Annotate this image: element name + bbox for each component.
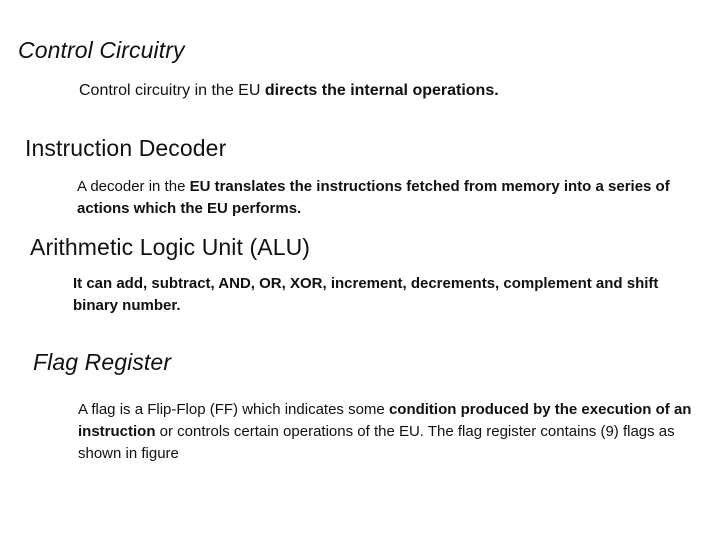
emphasis-text: It can add, subtract, AND, OR, XOR, increment, decrements, complement and shift binary number. xyxy=(73,275,659,314)
body-text: or controls certain operations of the EU. The flag register contains (9) flags as shown in figure xyxy=(78,423,675,462)
body-text: A decoder in the xyxy=(77,178,190,195)
section-heading-alu: Arithmetic Logic Unit (ALU) xyxy=(30,234,311,260)
section-heading-control-circuitry: Control Circuitry xyxy=(18,37,185,63)
body-text: Control circuitry in the EU xyxy=(79,82,265,99)
section-heading-flag-register: Flag Register xyxy=(33,349,172,375)
body-text: A flag is a Flip-Flop (FF) which indicates some xyxy=(78,401,389,418)
section-body-control-circuitry xyxy=(79,80,499,102)
emphasis-text: EU translates the instructions fetched from memory into a series of actions which the EU performs. xyxy=(77,178,670,217)
section-body-instruction-decoder xyxy=(77,176,697,220)
emphasis-text: directs the internal operations. xyxy=(264,82,499,99)
emphasis-text: condition produced by the execution of an instruction xyxy=(78,401,692,440)
section-body-flag-register xyxy=(78,399,698,465)
section-body-alu xyxy=(73,273,698,317)
section-heading-instruction-decoder: Instruction Decoder xyxy=(25,135,227,161)
